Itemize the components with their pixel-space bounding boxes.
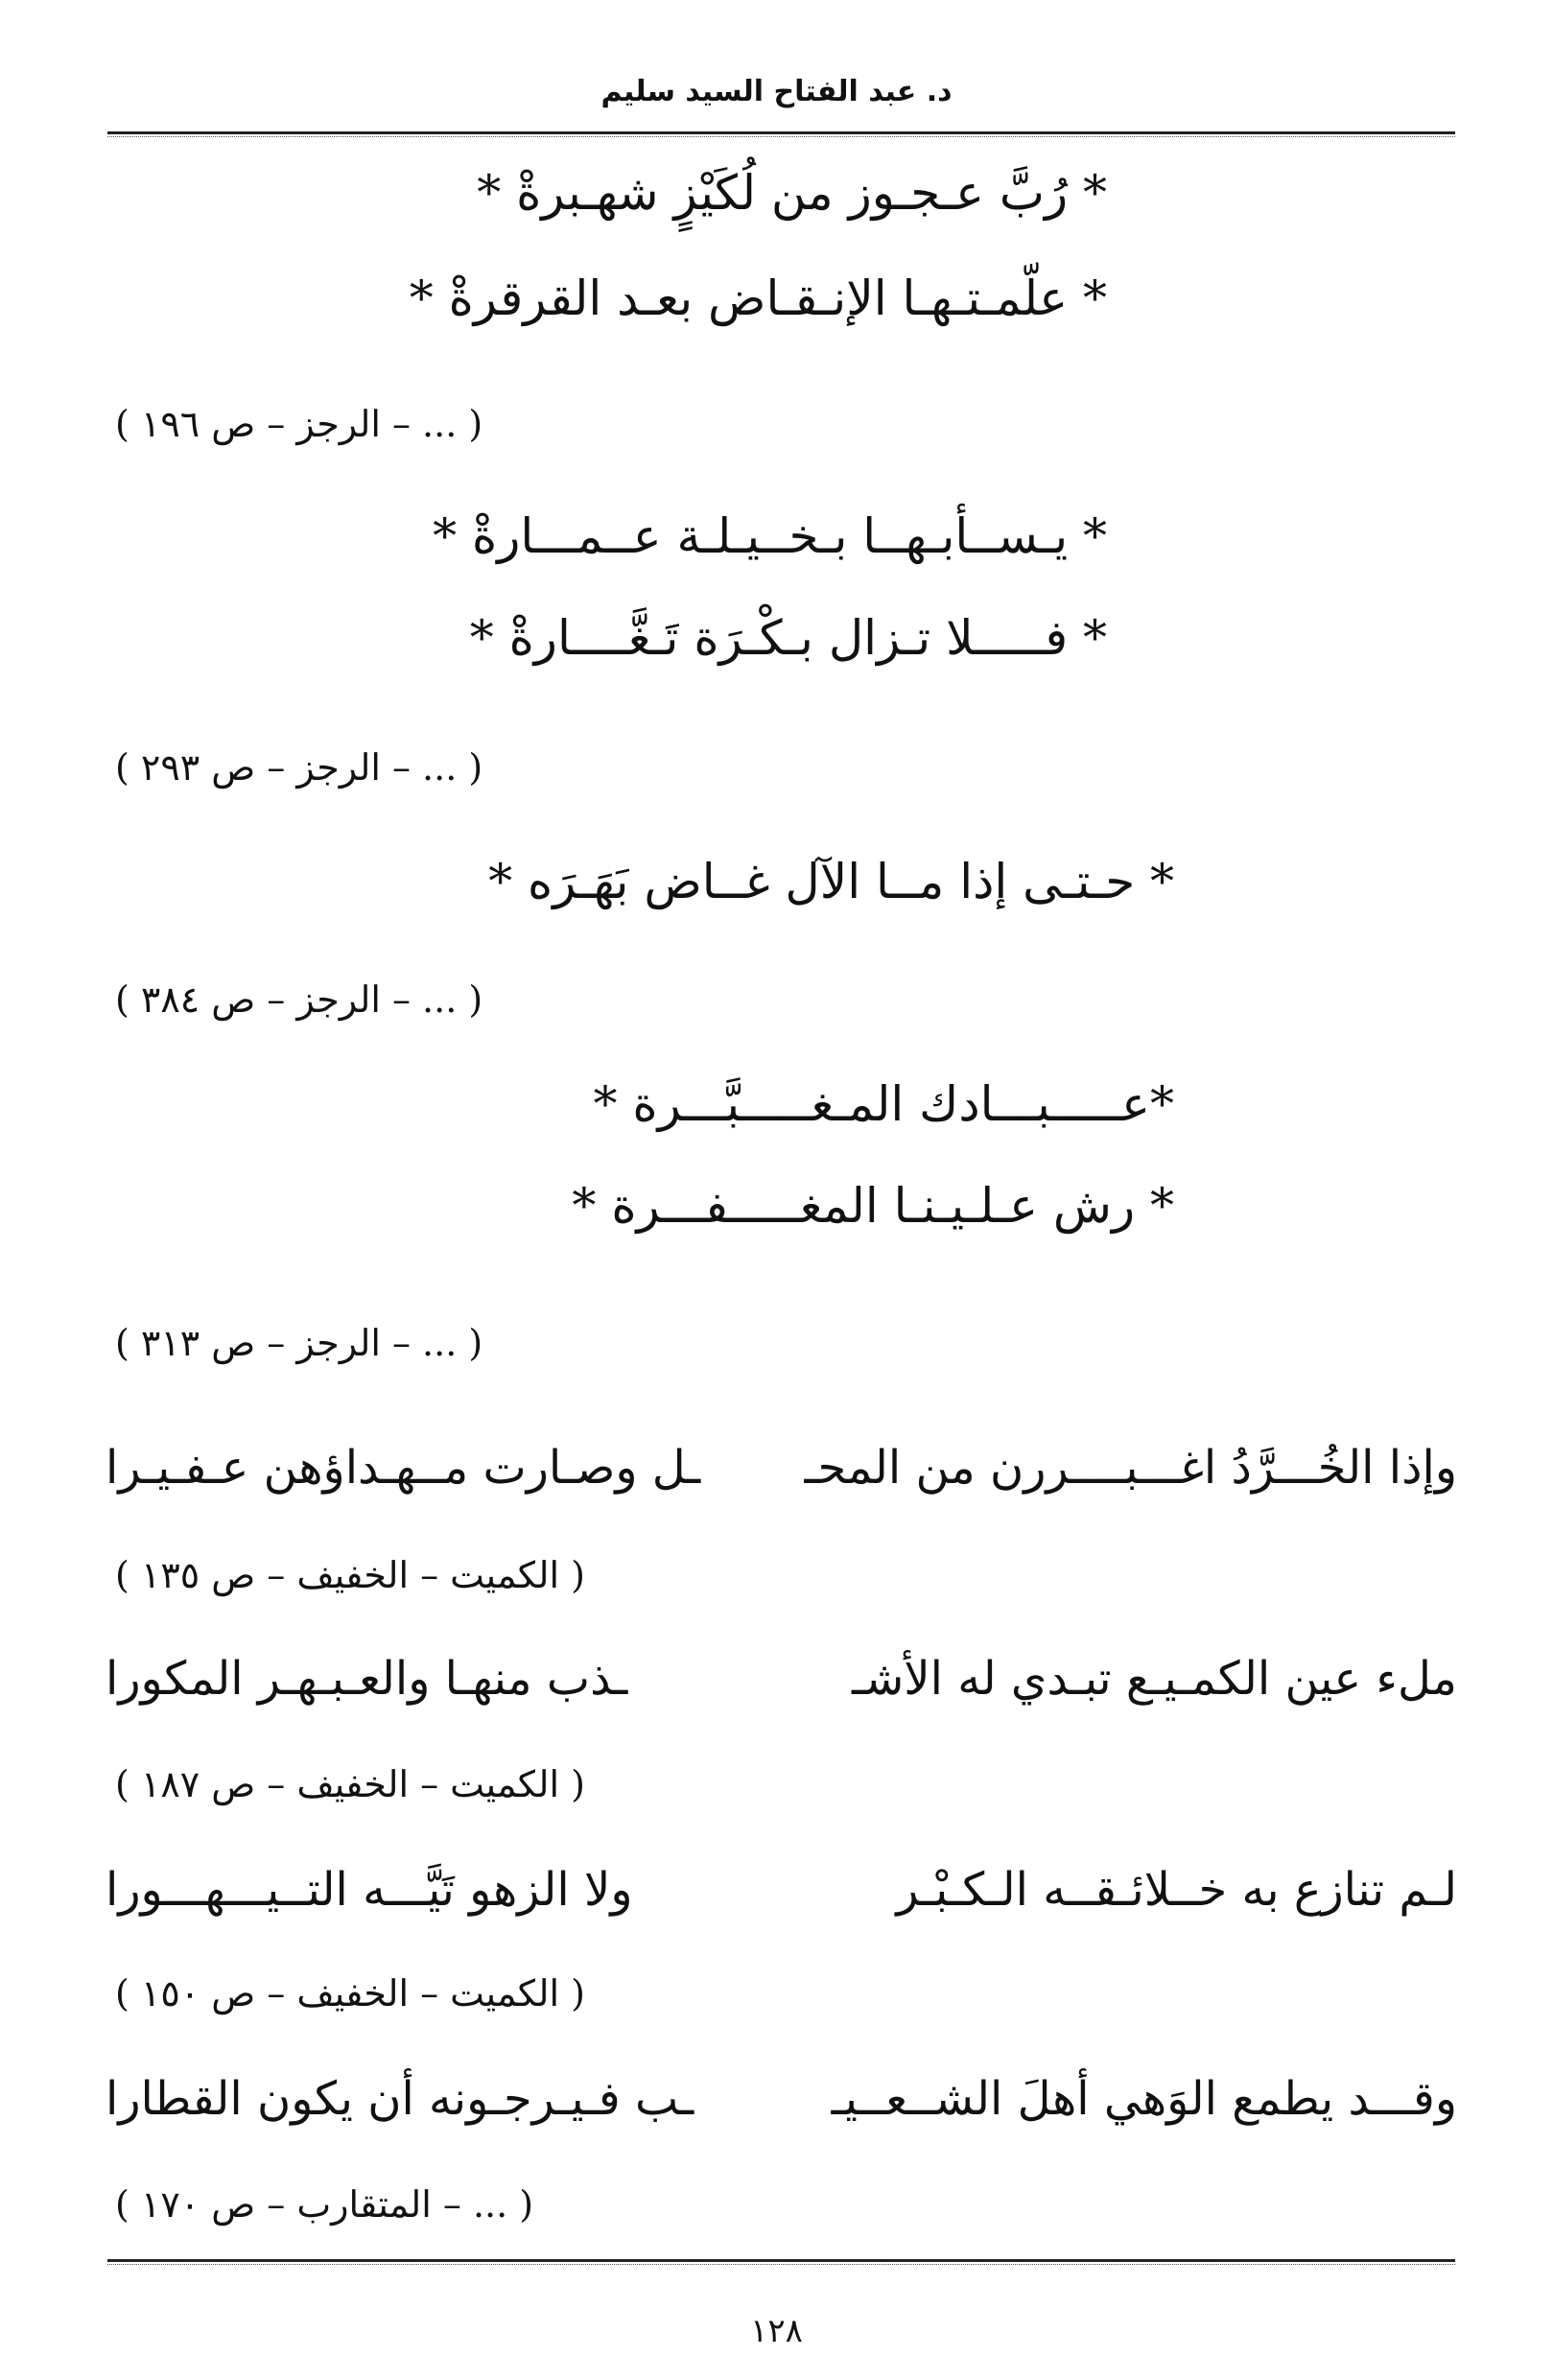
citation-line: ( الكميت – الخفيف – ص ١٥٠ ) [115,1972,585,2015]
verse-second-hemistich: ـذب منهـا والعـبـهـر المكورا [106,1652,628,1706]
hemistich-line: * علّمـتـهـا الإنـقـاض بعـد القرقرةْ * [409,271,1107,326]
citation-line: ( الكميت – الخفيف – ص ١٣٥ ) [115,1554,585,1596]
citation-line: ( ... – الرجز – ص ١٩٦ ) [115,403,483,445]
verse-second-hemistich: ـب فـيـرجـونه أن يكون القطارا [106,2072,694,2126]
verse-first-hemistich: لـم تنازع به خــلائـقــه الـكـبْـر [896,1863,1457,1917]
citation-line: ( ... – الرجز – ص ٢٩٣ ) [115,746,483,789]
verse-second-hemistich: ـل وصـارت مــهـداؤهن عـفـيـرا [106,1441,701,1495]
hemistich-line: * حـتـى إذا مــا الآل غــاض بَهَـرَه * [488,854,1174,909]
verse-second-hemistich: ولا الزهو تَيَّـــه التــيـــهـــورا [106,1863,633,1917]
citation-line: ( ... – الرجز – ص ٣١٣ ) [115,1322,483,1364]
running-header-author: د. عبد الفتاح السيد سليم [600,75,953,108]
citation-line: ( ... – المتقارب – ص ١٧٠ ) [115,2183,534,2226]
verse-first-hemistich: ملء عين الكمـيـع تبـدي له الأشـ [852,1652,1457,1706]
header-rule [107,131,1455,134]
hemistich-line: * رش عـلـيـنـا المغـــــفـــرة * [572,1178,1174,1234]
citation-line: ( الكميت – الخفيف – ص ١٨٧ ) [115,1763,585,1805]
verse-first-hemistich: وقـــد يطمع الوَهي أهلَ الشــعــيـ [831,2072,1457,2126]
citation-line: ( ... – الرجز – ص ٣٨٤ ) [115,978,483,1021]
hemistich-line: * فـــــلا تـزال بـكْـرَة تَـغَّــــارةْ * [469,610,1107,666]
hemistich-line: * يـســأبـهــا بـخــيـلـة عــمـــارةْ * [433,508,1107,564]
verse-first-hemistich: وإذا الخُـــرَّدُ اغـــبــــررن من المحـ [804,1441,1457,1495]
hemistich-line: * رُبَّ عـجـوز من لُكَيْزٍ شهـبرةْ * [477,165,1107,221]
hemistich-line: *عـــــبـــادك المـغـــــبَّـــرة * [593,1076,1174,1132]
footer-rule [107,2259,1455,2262]
page-number: ١٢٨ [750,2312,803,2350]
